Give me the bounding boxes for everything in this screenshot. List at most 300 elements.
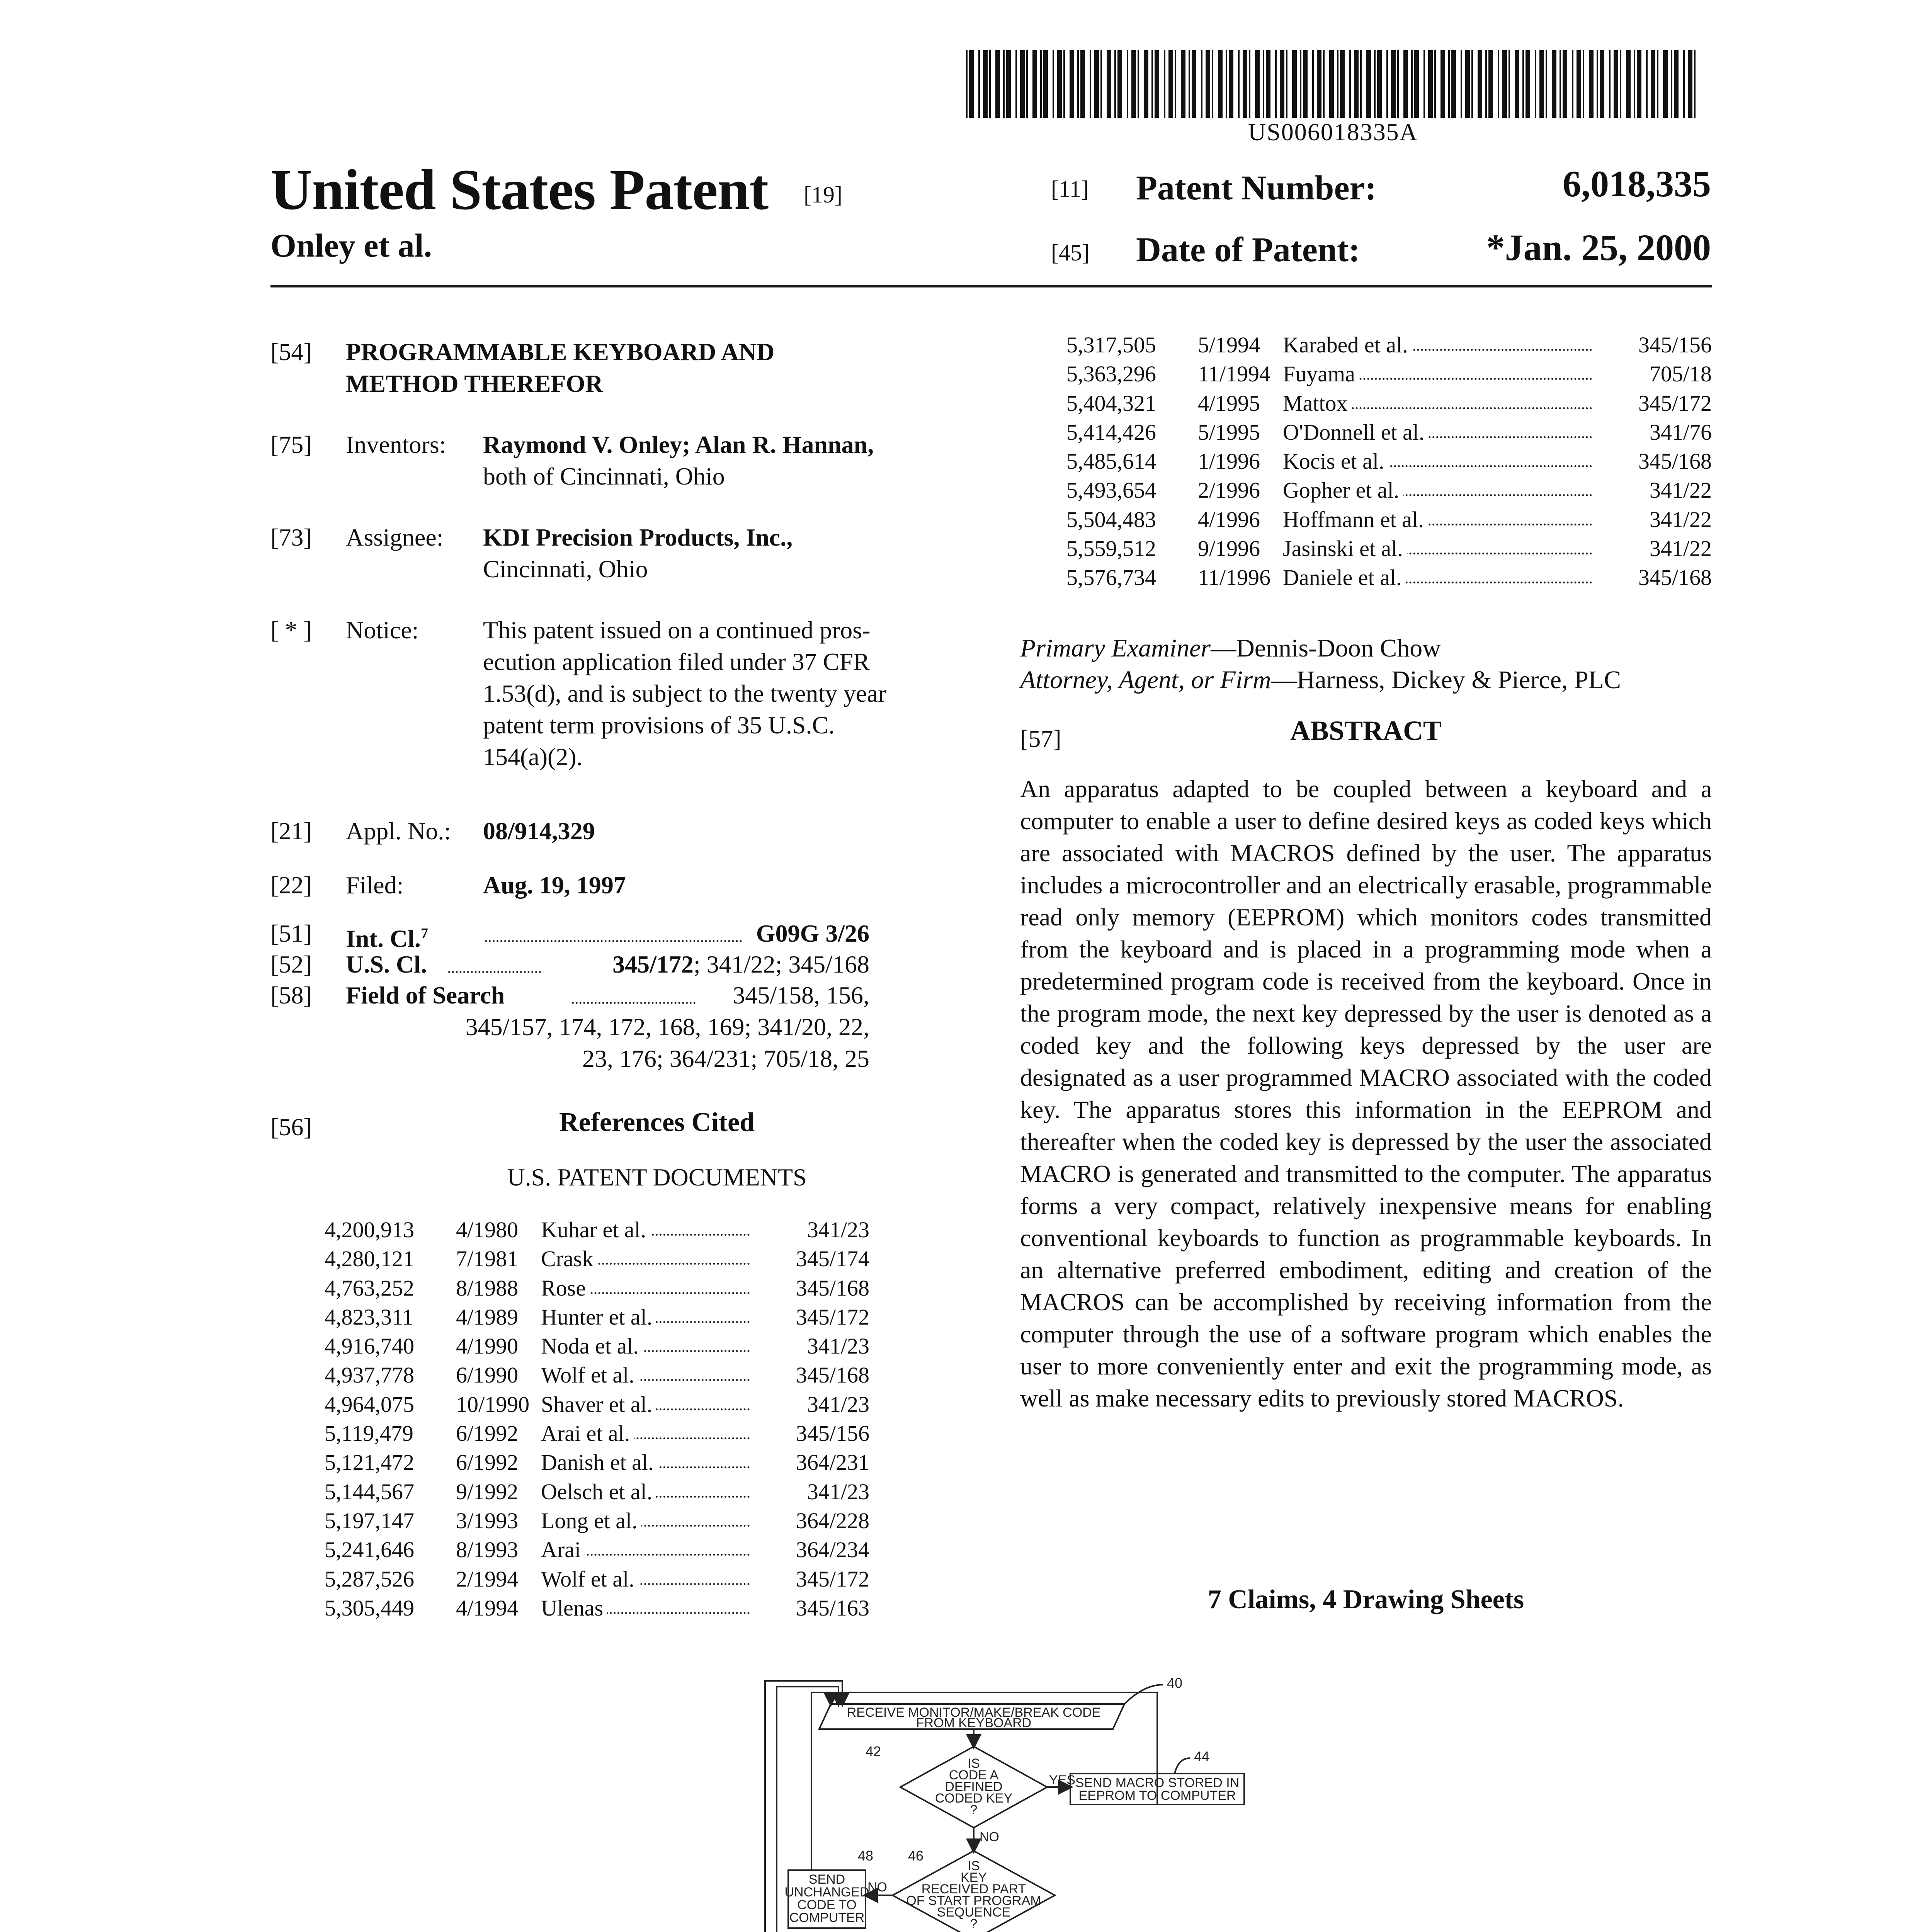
box-44-line1: SEND MACRO STORED IN: [1075, 1776, 1240, 1790]
barcode-bar: [1377, 50, 1382, 118]
barcode-bar: [1688, 50, 1692, 118]
reference-name: Long et al.: [537, 1506, 641, 1535]
patent-title-heading: United States Patent: [270, 158, 769, 222]
barcode-bar: [1583, 50, 1584, 118]
inventors-names: Raymond V. Onley; Alan R. Hannan,: [483, 431, 874, 458]
field-application-number: [270, 815, 1043, 850]
intcl-label: Int. Cl.: [346, 925, 421, 952]
barcode-bar: [1266, 50, 1270, 118]
barcode-bar: [1053, 50, 1054, 118]
date-code: [45]: [1051, 240, 1090, 265]
label-no: NO: [867, 1880, 887, 1895]
reference-class: 341/22: [1646, 505, 1712, 534]
label-yes: YES: [1049, 1773, 1076, 1787]
refs-subtitle: U.S. PATENT DOCUMENTS: [507, 1163, 807, 1191]
claims-summary: 7 Claims, 4 Drawing Sheets: [1208, 1585, 1524, 1614]
dec-46-line: KEY: [960, 1870, 987, 1885]
primary-examiner: Primary Examiner—Dennis-Doon Chow: [1020, 634, 1441, 662]
barcode-bar: [1391, 50, 1396, 118]
barcode-bar: [1560, 50, 1561, 118]
barcode-bar: [1020, 50, 1025, 118]
field-inventors: [270, 429, 1043, 495]
leader-dots: [485, 940, 742, 942]
barcode-bar: [1354, 50, 1359, 118]
barcode-bar: [1674, 50, 1679, 118]
barcode-bar: [1117, 50, 1122, 118]
barcode-bar: [1063, 50, 1065, 118]
barcode-bar: [1597, 50, 1598, 118]
uscl-code: [52]: [270, 951, 312, 978]
leader-dots: [572, 1002, 696, 1004]
barcode-bar: [1100, 50, 1102, 118]
reference-class: 345/156: [1634, 330, 1712, 359]
reference-row: [1066, 476, 1712, 505]
search-line2: 345/157, 174, 172, 168, 169; 341/20, 22,: [465, 1013, 869, 1041]
reference-name: Crask: [537, 1244, 597, 1273]
barcode-bar: [1657, 50, 1658, 118]
barcode-bar: [1428, 50, 1433, 118]
filed-code: [22]: [270, 871, 312, 899]
reference-class: 364/228: [792, 1506, 869, 1535]
reference-date: 2/1994: [456, 1566, 519, 1592]
reference-date: 4/1995: [1198, 390, 1260, 416]
reference-name: Hoffmann et al.: [1279, 505, 1428, 534]
reference-name: Danish et al.: [537, 1448, 658, 1477]
barcode-bar: [1286, 50, 1287, 118]
reference-date: 6/1992: [456, 1421, 519, 1446]
reference-date: 4/1996: [1198, 507, 1260, 532]
barcode-bar: [1535, 50, 1536, 118]
barcode-bar: [1403, 50, 1408, 118]
abstract-code: [57]: [1020, 725, 1061, 752]
barcode-bar: [1329, 50, 1334, 118]
reference-date: 6/1992: [456, 1450, 519, 1475]
reference-class: 341/23: [803, 1390, 869, 1419]
reference-row: [325, 1332, 869, 1361]
abstract-title: ABSTRACT: [1290, 715, 1442, 746]
reference-row: [325, 1477, 869, 1506]
barcode-bar: [1249, 50, 1250, 118]
barcode-bar: [1070, 50, 1074, 118]
barcode-bar: [1168, 50, 1173, 118]
reference-row: [325, 1244, 869, 1273]
dec-46-line: ?: [970, 1917, 978, 1931]
barcode-bar: [1077, 50, 1079, 118]
reference-name: Gopher et al.: [1279, 476, 1403, 505]
dec-42-line: DEFINED: [945, 1779, 1003, 1794]
reference-date: 11/1996: [1198, 565, 1270, 590]
notice-line: 1.53(d), and is subject to the twenty year: [483, 680, 886, 707]
header-rule: [270, 285, 1712, 287]
field-assignee: [270, 522, 1043, 587]
reference-class: 705/18: [1646, 359, 1712, 388]
barcode-bar: [1563, 50, 1567, 118]
attorney: Attorney, Agent, or Firm—Harness, Dickey & Pierce, PLC: [1020, 666, 1621, 694]
barcode-bar: [1255, 50, 1260, 118]
barcode-bar: [1127, 50, 1128, 118]
patent-number-label: Patent Number:: [1136, 169, 1377, 207]
barcode-bar: [995, 50, 1000, 118]
barcode-bar: [1226, 50, 1227, 118]
barcode-bar: [1094, 50, 1099, 118]
barcode-bar: [1192, 50, 1196, 118]
appl-code: [21]: [270, 817, 312, 845]
assignee-location: Cincinnati, Ohio: [483, 555, 648, 583]
notice-line: This patent issued on a continued pros-: [483, 616, 871, 644]
barcode-bar: [1465, 50, 1470, 118]
barcode-bar: [1275, 50, 1277, 118]
reference-number: 4,200,913: [325, 1217, 414, 1242]
barcode-bar: [1263, 50, 1264, 118]
barcode-bar: [1423, 50, 1425, 118]
reference-name: Kuhar et al.: [537, 1215, 650, 1244]
reference-number: 5,363,296: [1066, 361, 1156, 387]
reference-number: 5,305,449: [325, 1595, 414, 1621]
reference-number: 5,404,321: [1066, 390, 1156, 416]
inventors-code: [75]: [270, 431, 312, 458]
filed-value: Aug. 19, 1997: [483, 871, 626, 899]
barcode-bar: [1206, 50, 1210, 118]
barcode-bar: [1114, 50, 1116, 118]
reference-date: 6/1990: [456, 1362, 519, 1388]
field-notice: [270, 614, 1043, 777]
reference-date: 5/1995: [1198, 419, 1260, 445]
barcode-bar: [1478, 50, 1482, 118]
barcode-bar: [1386, 50, 1388, 118]
field-title: [270, 336, 1043, 402]
reference-row: [1066, 359, 1712, 388]
box-48-line: COMPUTER: [789, 1910, 865, 1925]
reference-date: 4/1980: [456, 1217, 519, 1242]
reference-date: 4/1989: [456, 1304, 519, 1330]
reference-row: [325, 1535, 869, 1564]
barcode-bar: [989, 50, 991, 118]
reference-number: 5,485,614: [1066, 449, 1156, 474]
dec-46-line: IS: [967, 1859, 980, 1873]
field-of-search: [270, 980, 869, 1080]
patent-number-code: [11]: [1051, 176, 1089, 202]
reference-name: Oelsch et al.: [537, 1477, 656, 1506]
invention-title-line2: METHOD THEREFOR: [346, 370, 603, 397]
barcode-bar: [1471, 50, 1473, 118]
flow-arrow: [811, 1692, 831, 1870]
reference-number: 5,504,483: [1066, 507, 1156, 532]
reference-row: [325, 1419, 869, 1448]
barcode-bar: [1694, 50, 1696, 118]
ref-48: 48: [858, 1848, 874, 1864]
barcode-bar: [1614, 50, 1618, 118]
barcode-bar: [1414, 50, 1419, 118]
barcode-bar: [1243, 50, 1247, 118]
reference-class: 341/22: [1646, 476, 1712, 505]
assignee-code: [73]: [270, 524, 312, 551]
barcode-bar: [1577, 50, 1581, 118]
reference-name: Wolf et al.: [537, 1361, 638, 1389]
barcode-bar: [1546, 50, 1547, 118]
reference-date: 11/1994: [1198, 361, 1270, 387]
barcode-bar: [1303, 50, 1308, 118]
reference-number: 5,317,505: [1066, 332, 1156, 357]
box-44-line2: EEPROM TO COMPUTER: [1078, 1788, 1236, 1803]
barcode-bar: [1434, 50, 1436, 118]
title-field-code: [54]: [270, 338, 312, 366]
barcode-bar: [1552, 50, 1556, 118]
uscl-label: U.S. Cl.: [346, 951, 427, 978]
reference-name: Shaver et al.: [537, 1390, 656, 1419]
inventors-location: both of Cincinnati, Ohio: [483, 463, 725, 490]
barcode: [966, 50, 1700, 118]
uscl-primary: 345/172: [612, 951, 694, 978]
barcode-bar: [1671, 50, 1672, 118]
assignee-name: KDI Precision Products, Inc.,: [483, 524, 793, 551]
barcode-bar: [1189, 50, 1190, 118]
reference-name: Kocis et al.: [1279, 447, 1388, 476]
barcode-bar: [1589, 50, 1594, 118]
barcode-bar: [1634, 50, 1635, 118]
intcl-sup: 7: [420, 925, 428, 942]
barcode-bar: [1181, 50, 1185, 118]
leader-dots: [448, 971, 541, 973]
attorney-label: Attorney, Agent, or Firm: [1020, 666, 1271, 694]
reference-number: 4,964,075: [325, 1391, 414, 1417]
reference-date: 10/1990: [456, 1391, 530, 1417]
reference-date: 1/1996: [1198, 449, 1260, 474]
dec-46-line: OF START PROGRAM: [906, 1893, 1041, 1908]
barcode-bar: [1349, 50, 1351, 118]
reference-class: 341/23: [803, 1215, 869, 1244]
reference-row: [325, 1448, 869, 1477]
barcode-bar: [966, 50, 968, 118]
barcode-bar: [1366, 50, 1371, 118]
dec-42-line: CODED KEY: [935, 1791, 1013, 1806]
barcode-bar: [1323, 50, 1325, 118]
reference-date: 9/1996: [1198, 536, 1260, 561]
reference-name: Noda et al.: [537, 1332, 643, 1361]
barcode-bar: [1151, 50, 1153, 118]
box-48-line: CODE TO: [797, 1898, 857, 1912]
notice-line: patent term provisions of 35 U.S.C.: [483, 711, 835, 739]
refs-title: References Cited: [559, 1107, 755, 1137]
primary-examiner-name: Dennis-Doon Chow: [1236, 634, 1441, 662]
barcode-bar: [1440, 50, 1445, 118]
barcode-bar: [1522, 50, 1524, 118]
reference-name: Fuyama: [1279, 359, 1359, 388]
barcode-bar: [1337, 50, 1338, 118]
reference-class: 345/172: [792, 1565, 869, 1594]
reference-number: 5,241,646: [325, 1537, 414, 1563]
barcode-bar: [969, 50, 974, 118]
reference-row: [325, 1506, 869, 1535]
barcode-bar: [1411, 50, 1413, 118]
barcode-bar: [1374, 50, 1376, 118]
reference-number: 4,937,778: [325, 1362, 414, 1388]
flowchart-figure: [753, 1662, 1275, 1932]
barcode-bar: [1620, 50, 1621, 118]
reference-row: [325, 1303, 869, 1332]
intcl-value: G09G 3/26: [756, 920, 869, 947]
field-int-cl: [270, 918, 869, 952]
barcode-bar: [1572, 50, 1573, 118]
barcode-bar: [1609, 50, 1611, 118]
reference-row: [325, 1274, 869, 1303]
barcode-bar: [978, 50, 980, 118]
reference-number: 5,493,654: [1066, 478, 1156, 503]
dec-46-line: SEQUENCE: [937, 1905, 1011, 1920]
reference-number: 4,823,311: [325, 1304, 413, 1330]
notice-line: 154(a)(2).: [483, 743, 583, 770]
reference-number: 5,576,734: [1066, 565, 1156, 590]
field-us-cl: [270, 949, 869, 983]
box-48-line: SEND: [808, 1872, 845, 1887]
ref-leader: [1175, 1758, 1190, 1774]
barcode-bar: [1218, 50, 1223, 118]
barcode-bar: [1144, 50, 1148, 118]
reference-date: 7/1981: [456, 1246, 519, 1272]
reference-row: [1066, 447, 1712, 476]
search-line1: 345/158, 156,: [733, 981, 869, 1009]
barcode-bar: [1006, 50, 1011, 118]
barcode-bar: [1080, 50, 1085, 118]
reference-class: 345/172: [1634, 389, 1712, 418]
reference-number: 4,280,121: [325, 1246, 414, 1272]
barcode-bar: [1090, 50, 1091, 118]
reference-class: 341/23: [803, 1332, 869, 1361]
references-right-table: [1066, 330, 1712, 592]
barcode-bar: [1229, 50, 1233, 118]
reference-row: [325, 1594, 869, 1622]
reference-class: 345/174: [792, 1244, 869, 1273]
filed-label: Filed:: [346, 871, 404, 899]
uscl-secondary: ; 341/22; 345/168: [693, 951, 869, 978]
reference-date: 2/1996: [1198, 478, 1260, 503]
barcode-bar: [1360, 50, 1362, 118]
dec-42-line: IS: [967, 1756, 980, 1771]
reference-name: Karabed et al.: [1279, 330, 1412, 359]
barcode-bar: [1451, 50, 1456, 118]
invention-title-line1: PROGRAMMABLE KEYBOARD AND: [346, 338, 775, 366]
reference-class: 345/168: [1634, 447, 1712, 476]
reference-name: Arai et al.: [537, 1419, 634, 1448]
barcode-bar: [1515, 50, 1519, 118]
reference-name: Rose: [537, 1274, 590, 1303]
reference-class: 345/168: [1634, 563, 1712, 592]
dec-46-line: RECEIVED PART: [921, 1882, 1026, 1896]
reference-class: 364/231: [792, 1448, 869, 1477]
barcode-bar: [1485, 50, 1487, 118]
box-48-line: UNCHANGED: [784, 1885, 869, 1900]
date-of-patent: *Jan. 25, 2000: [1486, 227, 1711, 268]
reference-class: 345/168: [792, 1361, 869, 1389]
reference-row: [325, 1215, 869, 1244]
inventors-label: Inventors:: [346, 431, 446, 458]
barcode-bar: [1107, 50, 1111, 118]
barcode-bar: [1212, 50, 1213, 118]
appl-label: Appl. No.:: [346, 817, 451, 845]
barcode-bar: [1509, 50, 1510, 118]
reference-row: [325, 1390, 869, 1419]
ref-40: 40: [1167, 1675, 1183, 1691]
reference-row: [1066, 563, 1712, 592]
ref-46: 46: [908, 1848, 924, 1864]
barcode-bar: [1397, 50, 1399, 118]
ref-42: 42: [866, 1743, 881, 1759]
reference-name: Jasinski et al.: [1279, 534, 1407, 563]
barcode-bar: [1138, 50, 1139, 118]
reference-row: [1066, 505, 1712, 534]
refs-code: [56]: [270, 1113, 312, 1141]
barcode-bar: [1300, 50, 1301, 118]
reference-date: 4/1990: [456, 1333, 519, 1359]
abstract-text: An apparatus adapted to be coupled between a keyboard and a computer to enable a user to define desired keys as coded keys which are associated with MACROS defined by the user. The apparatus includes a microcontroller and an electrically erasable, programmable read only memory (EEPROM) which monitors codes transmitted from the keyboard and is placed in a programming mode when a predetermined program code is received from the keyboard. Once in the program mode, the next key depressed by the user is denoted as a coded key and the following keys depressed by the user are designated as a user programmed MACRO associated with the coded key. The apparatus stores this information in the EEPROM and thereafter when the coded key is depressed by the user the associated MACRO is generated and transmitted to the computer. The apparatus forms a very compact, relatively inexpensive means for enabling conventional keyboards to function as programmable keyboards. In an alternative preferred embodiment, editing and creation of the MACROS can be accomplished by receiving information from the computer through the use of a software program which enables the user to more conveniently enter and exit the programming mode, as well as make necessary edits to previously stored MACROS.: [1020, 775, 1712, 1412]
reference-number: 5,197,147: [325, 1508, 414, 1533]
reference-name: Arai: [537, 1535, 585, 1564]
intcl-code: [51]: [270, 920, 312, 947]
notice-label: Notice:: [346, 616, 419, 644]
barcode-bar: [1043, 50, 1048, 118]
barcode-bar: [1498, 50, 1499, 118]
reference-number: 4,916,740: [325, 1333, 414, 1359]
search-line3: 23, 176; 364/231; 705/18, 25: [582, 1045, 869, 1072]
reference-row: [325, 1361, 869, 1389]
reference-class: 341/76: [1646, 418, 1712, 447]
barcode-bar: [1502, 50, 1507, 118]
patent-number: 6,018,335: [1563, 163, 1711, 204]
reference-name: Wolf et al.: [537, 1565, 638, 1594]
reference-row: [1066, 418, 1712, 447]
barcode-bar: [1637, 50, 1641, 118]
barcode-number: US006018335A: [1248, 118, 1418, 146]
primary-examiner-label: Primary Examiner: [1020, 634, 1211, 662]
reference-number: 5,287,526: [325, 1566, 414, 1592]
reference-date: 5/1994: [1198, 332, 1260, 357]
reference-name: Daniele et al.: [1279, 563, 1406, 592]
barcode-bar: [1015, 50, 1017, 118]
dec-42-line: ?: [970, 1803, 978, 1817]
reference-date: 8/1993: [456, 1537, 519, 1563]
ref-44: 44: [1194, 1748, 1210, 1764]
barcode-bar: [1292, 50, 1297, 118]
reference-class: 341/23: [803, 1477, 869, 1506]
reference-row: [1066, 389, 1712, 418]
barcode-bar: [1175, 50, 1176, 118]
title-code: [19]: [804, 182, 842, 207]
barcode-bar: [1539, 50, 1544, 118]
barcode-bar: [1663, 50, 1668, 118]
barcode-bar: [1238, 50, 1240, 118]
reference-name: O'Donnell et al.: [1279, 418, 1428, 447]
box-40-line2: FROM KEYBOARD: [916, 1716, 1032, 1730]
reference-name: Ulenas: [537, 1594, 607, 1622]
reference-name: Hunter et al.: [537, 1303, 656, 1332]
dec-42-line: CODE A: [949, 1768, 999, 1782]
barcode-bar: [1646, 50, 1648, 118]
barcode-bar: [1026, 50, 1028, 118]
reference-class: 345/172: [792, 1303, 869, 1332]
barcode-bar: [1626, 50, 1631, 118]
barcode-bar: [1683, 50, 1685, 118]
barcode-bar: [1040, 50, 1042, 118]
reference-name: Mattox: [1279, 389, 1352, 418]
reference-date: 9/1992: [456, 1479, 519, 1504]
reference-class: 364/234: [792, 1535, 869, 1564]
label-no: NO: [980, 1830, 999, 1844]
search-code: [58]: [270, 981, 312, 1009]
barcode-bar: [1155, 50, 1159, 118]
reference-class: 341/22: [1646, 534, 1712, 563]
reference-number: 5,119,479: [325, 1421, 413, 1446]
barcode-bar: [1600, 50, 1604, 118]
reference-row: [325, 1565, 869, 1594]
